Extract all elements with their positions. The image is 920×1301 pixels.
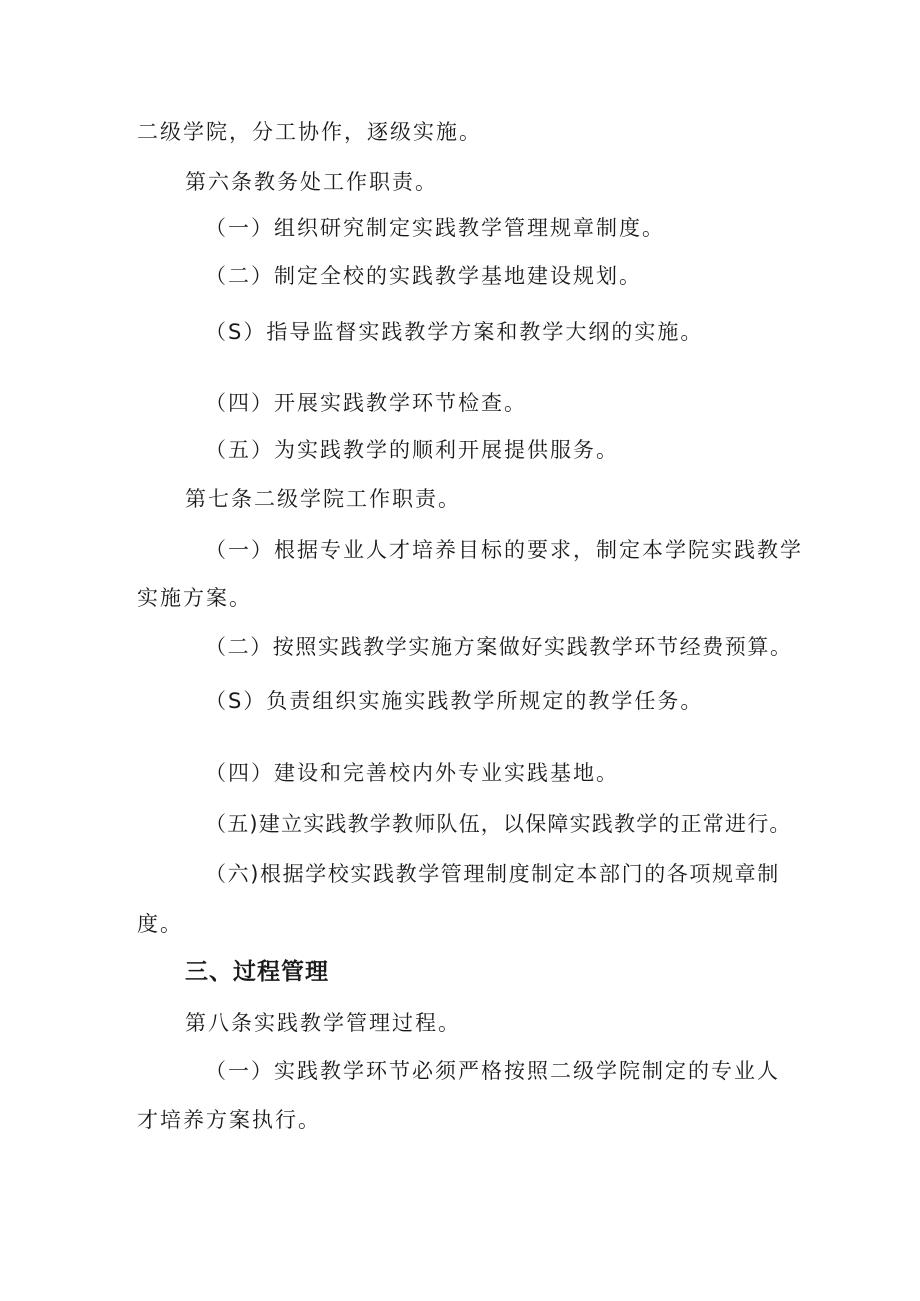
list-item: （一）组织研究制定实践教学管理规章制度。 [205, 216, 665, 240]
list-item: （S）负责组织实施实践教学所规定的教学任务。 [205, 689, 704, 713]
list-item: （四）开展实践教学环节检查。 [205, 391, 527, 415]
article-8-title: 第八条实践教学管理过程。 [185, 1011, 461, 1035]
list-item: （一）实践教学环节必须严格按照二级学院制定的专业人 [205, 1059, 780, 1083]
list-item: （四）建设和完善校内外专业实践基地。 [205, 761, 619, 785]
list-item: （S）指导监督实践教学方案和教学大纲的实施。 [205, 320, 704, 344]
paragraph-line: 才培养方案执行。 [137, 1108, 321, 1132]
paragraph-line: 实施方案。 [137, 586, 252, 610]
article-6-title: 第六条教务处工作职责。 [185, 170, 438, 194]
paragraph-line: 度。 [137, 912, 183, 936]
list-item: （五)建立实践教学教师队伍，以保障实践教学的正常进行。 [205, 812, 792, 836]
list-item: （二）按照实践教学实施方案做好实践教学环节经费预算。 [205, 635, 793, 659]
section-heading: 三、过程管理 [185, 959, 329, 985]
paragraph-line: 二级学院，分工协作，逐级实施。 [137, 120, 482, 144]
list-item: （一）根据专业人才培养目标的要求，制定本学院实践教学 [205, 538, 803, 562]
list-item: （六)根据学校实践教学管理制度制定本部门的各项规章制 [205, 862, 780, 886]
list-item: （二）制定全校的实践教学基地建设规划。 [205, 264, 642, 288]
list-item: （五）为实践教学的顺利开展提供服务。 [205, 438, 619, 462]
article-7-title: 第七条二级学院工作职责。 [185, 487, 461, 511]
